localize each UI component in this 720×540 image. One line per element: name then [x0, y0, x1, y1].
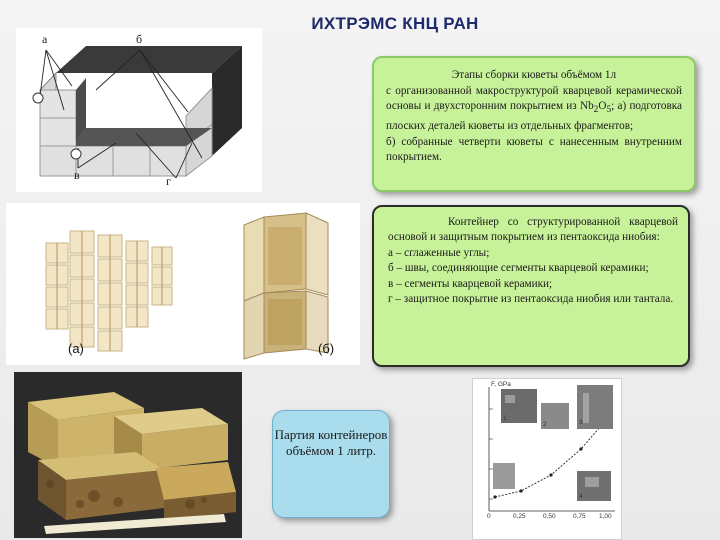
- schematic-label-g: г: [166, 174, 171, 188]
- container-item-v: в – сегменты кварцевой керамики;: [388, 277, 553, 290]
- graph-xtick-2: 0,50: [543, 513, 556, 520]
- note-body-text-2: ; а) подготовка плоских деталей кюветы из отдельных фрагментов;: [386, 100, 682, 133]
- graph-xtick-1: 0,25: [513, 513, 526, 520]
- graph-xtick-4: 1,00: [599, 513, 612, 520]
- cuvette-schematic: [16, 28, 262, 192]
- container-item-g: г – защитное покрытие из пентаоксида ниобия или тантала.: [388, 293, 674, 306]
- batch-note: [272, 410, 390, 518]
- graph-xtick-0: 0: [487, 513, 491, 520]
- formula-sub-2: 5: [606, 105, 612, 116]
- formula-o: O: [598, 100, 607, 113]
- schematic-label-v: в: [74, 168, 80, 182]
- photo-label-a: (а): [68, 341, 84, 356]
- schematic-label-b: б: [136, 32, 143, 46]
- containers-photo-image: [14, 372, 242, 538]
- note-body-b: б) собранные четверти кюветы с нанесенным внутренним покрытием.: [386, 135, 682, 164]
- schematic-label-a: а: [42, 32, 48, 46]
- note-body: [386, 84, 682, 135]
- note-body-text: с организованной макроструктурой кварцевой керамической основы и двухсторонним покрытием из: [386, 84, 682, 113]
- container-item-b: б – швы, соединяющие сегменты кварцевой керамики;: [388, 262, 649, 275]
- containers-photo: [14, 372, 242, 538]
- assembly-photos: [6, 203, 360, 365]
- formula-nb: Nb: [579, 100, 594, 113]
- graph-xtick-3: 0,75: [573, 513, 586, 520]
- hardness-graph: [472, 378, 622, 540]
- cuvette-schematic-drawing: [16, 28, 262, 192]
- page-title: ИХТРЭМС КНЦ РАН: [311, 14, 479, 33]
- note-heading: Этапы сборки кюветы объёмом 1л: [451, 69, 617, 81]
- batch-note-text: Партия контейнеров объёмом 1 литр.: [274, 427, 388, 458]
- container-item-a: а – сглаженные углы;: [388, 246, 490, 259]
- graph-point-label-3: 3: [579, 419, 583, 426]
- graph-point-label-4: 4: [579, 493, 583, 500]
- formula-sub-1: 2: [593, 105, 599, 116]
- assembly-photos-image: [6, 203, 360, 365]
- graph-point-label-2: 2: [543, 421, 547, 428]
- photo-label-b: (б): [318, 341, 335, 356]
- container-intro: Контейнер со структурированной кварцевой основой и защитным покрытием из пентаоксида ниобия:: [388, 216, 678, 244]
- graph-ylabel: F, GPa: [491, 381, 511, 388]
- container-description-note: [372, 205, 690, 367]
- assembly-stages-note: [372, 56, 696, 192]
- graph-point-label-1: 1: [503, 415, 507, 422]
